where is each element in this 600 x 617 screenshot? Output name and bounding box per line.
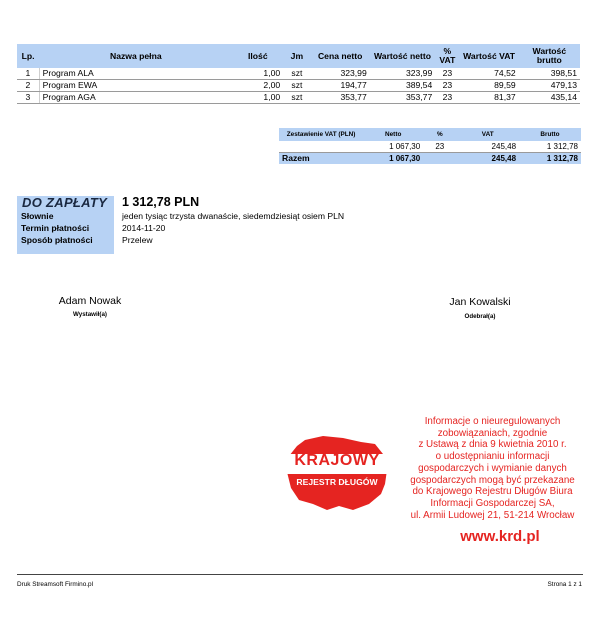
footer-page-number: Strona 1 z 1 [547, 581, 582, 588]
krd-logo-subtitle: REJESTR DŁUGÓW [296, 477, 378, 487]
vat-total-vat: 245,48 [456, 153, 519, 165]
col-header-vat-rate: % VAT [435, 44, 459, 68]
cell-vat-rate: 23 [435, 92, 459, 104]
vat-summary-table [279, 128, 581, 164]
krd-info-text [402, 416, 583, 521]
krd-info-line: o udostępnianiu informacji [435, 451, 550, 463]
krd-info-line: do Krajowego Rejestru Długów Biura [412, 486, 573, 498]
cell-name: Program AGA [39, 92, 232, 104]
cell-unit: szt [283, 68, 310, 80]
cell-qty: 2,00 [232, 80, 283, 92]
poland-map-icon [283, 432, 391, 514]
footer-left-text: Druk Streamsoft Firmino.pl [17, 581, 93, 588]
cell-price: 194,77 [311, 80, 370, 92]
amount-due-value: 1 312,78 PLN [122, 195, 200, 209]
cell-price: 323,99 [311, 68, 370, 80]
items-table [17, 44, 580, 104]
cell-net: 389,54 [370, 80, 435, 92]
cell-name: Program EWA [39, 80, 232, 92]
payment-method-label: Sposób płatności [17, 234, 114, 254]
issuer-role: Wystawił(a) [73, 311, 107, 318]
krd-info-line: gospodarczych i wymianie danych [418, 462, 567, 474]
col-header-vat-value: Wartość VAT [460, 44, 519, 68]
vat-cell-gross: 1 312,78 [519, 141, 581, 153]
items-header-row [17, 44, 580, 68]
cell-unit: szt [283, 80, 310, 92]
vat-header-title: Zestawienie VAT (PLN) [279, 128, 363, 141]
vat-header-rate: % [423, 128, 456, 141]
table-row [17, 80, 580, 92]
cell-gross: 435,14 [519, 92, 580, 104]
krd-logo [283, 432, 391, 514]
cell-qty: 1,00 [232, 68, 283, 80]
krd-info-line: zobowiązaniach, zgodnie [437, 427, 548, 439]
vat-header-row [279, 128, 581, 141]
vat-cell-rate: 23 [423, 141, 456, 153]
cell-gross: 398,51 [519, 68, 580, 80]
cell-lp: 1 [17, 68, 39, 80]
amount-words-label: Słownie [17, 210, 114, 222]
cell-unit: szt [283, 92, 310, 104]
vat-cell-net: 1 067,30 [363, 141, 423, 153]
cell-lp: 2 [17, 80, 39, 92]
receiver-role: Odebrał(a) [464, 313, 496, 320]
col-header-qty: Ilość [232, 44, 283, 68]
cell-vat-value: 81,37 [460, 92, 519, 104]
cell-net: 323,99 [370, 68, 435, 80]
due-date-value: 2014-11-20 [122, 223, 166, 233]
col-header-gross: Wartość brutto [519, 44, 580, 68]
col-header-net: Wartość netto [370, 44, 435, 68]
krd-info-line: Informacji Gospodarczej SA, [430, 497, 555, 509]
vat-total-row [279, 153, 581, 165]
receiver-name: Jan Kowalski [449, 296, 511, 308]
col-header-unit: Jm [283, 44, 310, 68]
col-header-price: Cena netto [311, 44, 370, 68]
vat-data-row [279, 141, 581, 153]
table-row [17, 92, 580, 104]
vat-header-vat: VAT [456, 128, 519, 141]
vat-total-gross: 1 312,78 [519, 153, 581, 165]
vat-cell-vat: 245,48 [456, 141, 519, 153]
cell-gross: 479,13 [519, 80, 580, 92]
krd-logo-title: KRAJOWY [294, 452, 380, 469]
cell-vat-value: 74,52 [460, 68, 519, 80]
vat-total-label: Razem [279, 153, 363, 165]
col-header-name: Nazwa pełna [39, 44, 232, 68]
vat-total-net: 1 067,30 [363, 153, 423, 165]
cell-lp: 3 [17, 92, 39, 104]
footer-divider [17, 574, 583, 575]
issuer-name: Adam Nowak [58, 295, 122, 307]
amount-words-value: jeden tysiąc trzysta dwanaście, siedemdziesiąt osiem PLN [122, 211, 345, 221]
cell-price: 353,77 [311, 92, 370, 104]
vat-header-net: Netto [363, 128, 423, 141]
cell-name: Program ALA [39, 68, 232, 80]
cell-vat-value: 89,59 [460, 80, 519, 92]
payment-method-value: Przelew [122, 235, 153, 245]
col-header-lp: Lp. [17, 44, 39, 68]
vat-cell-label [279, 141, 363, 153]
cell-vat-rate: 23 [435, 68, 459, 80]
cell-net: 353,77 [370, 92, 435, 104]
krd-info-line: ul. Armii Ludowej 21, 51-214 Wrocław [410, 509, 575, 521]
krd-url: www.krd.pl [460, 528, 540, 545]
amount-due-label: DO ZAPŁATY [17, 196, 114, 210]
cell-qty: 1,00 [232, 92, 283, 104]
krd-info-line: Informacje o nieuregulowanych [424, 416, 561, 427]
due-date-label: Termin płatności [17, 222, 114, 234]
krd-info-line: z Ustawą z dnia 9 kwietnia 2010 r. [418, 439, 567, 451]
krd-info-line: gospodarczych mogą być przekazane [410, 474, 575, 486]
table-row [17, 68, 580, 80]
vat-total-rate [423, 153, 456, 165]
vat-header-gross: Brutto [519, 128, 581, 141]
cell-vat-rate: 23 [435, 80, 459, 92]
